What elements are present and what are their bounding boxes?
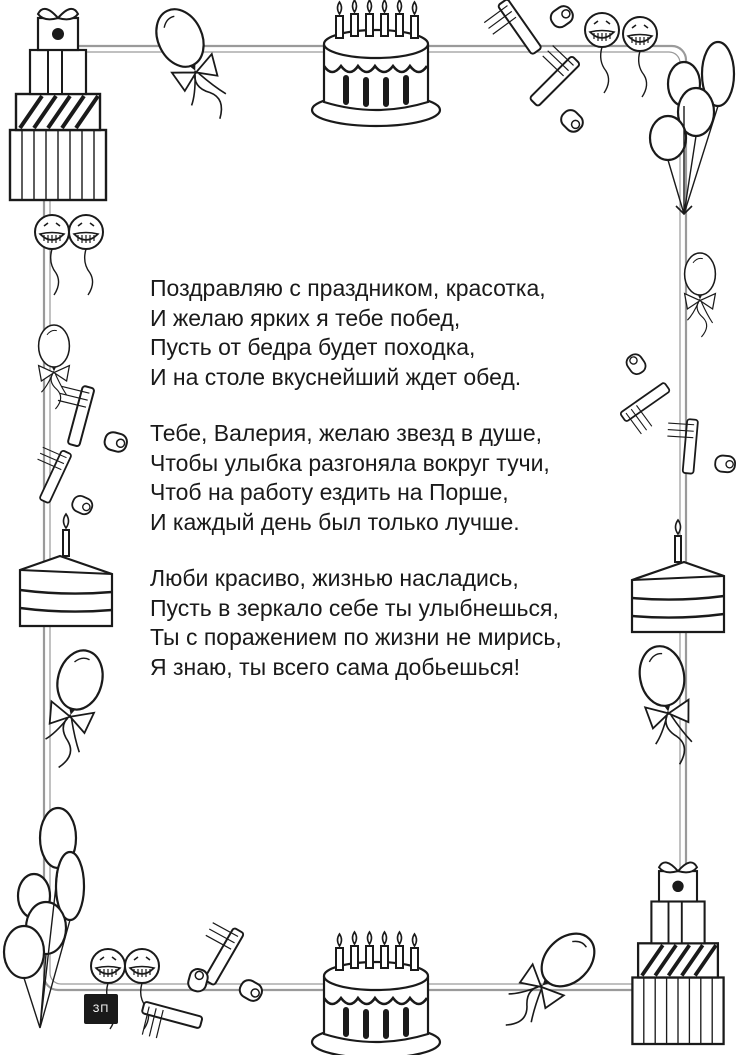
gift-boxes-icon	[632, 862, 723, 1044]
poem-line: Пусть от бедра будет походка,	[150, 334, 476, 360]
smiley-balloon-icon	[585, 13, 619, 93]
poem-line: Пусть в зеркало себе ты улыбнешься,	[150, 594, 559, 621]
smiley-balloon-icon	[623, 17, 657, 97]
smiley-balloon-icon	[69, 215, 103, 295]
poem-stanza	[150, 564, 670, 682]
smiley-balloon-icon	[35, 215, 69, 295]
party-horn-icon	[480, 0, 580, 65]
poem-stanza	[150, 419, 670, 537]
site-logo: ЗП	[84, 994, 118, 1024]
poem-line: Поздравляю с праздником, красотка,	[150, 275, 546, 301]
balloon-bunch-icon	[4, 808, 84, 1028]
poem-text	[150, 274, 670, 709]
gift-boxes-icon	[10, 9, 106, 200]
poem-line: И каждый день был только лучше.	[150, 508, 520, 535]
party-horn-icon	[199, 919, 266, 1008]
poem-line: Люби красиво, жизнью насладись,	[150, 565, 519, 591]
poem-line: И желаю ярких я тебе побед,	[150, 304, 461, 331]
birthday-cake-icon	[312, 0, 440, 126]
balloon-icon	[685, 253, 716, 337]
poem-line: Я знаю, ты всего сама добьешься!	[150, 653, 521, 680]
balloon-icon	[35, 645, 109, 772]
poem-stanza	[150, 274, 670, 392]
poem-line: Тебе, Валерия, желаю звезд в душе,	[150, 420, 543, 446]
party-horn-icon	[524, 43, 598, 137]
balloon-icon	[489, 923, 605, 1039]
poem-line: Чтобы улыбка разгоняла вокруг тучи,	[150, 449, 550, 476]
balloon-icon	[147, 2, 238, 129]
poem-line: Ты с поражением по жизни не мирись,	[150, 624, 562, 650]
balloon-bunch-icon	[650, 42, 734, 214]
poem-line: Чтоб на работу ездить на Порше,	[150, 479, 509, 505]
party-horn-icon	[30, 440, 96, 524]
birthday-cake-icon	[312, 932, 440, 1055]
poem-line: И на столе вкуснейший ждет обед.	[150, 363, 522, 390]
cake-slice-icon	[20, 514, 112, 626]
